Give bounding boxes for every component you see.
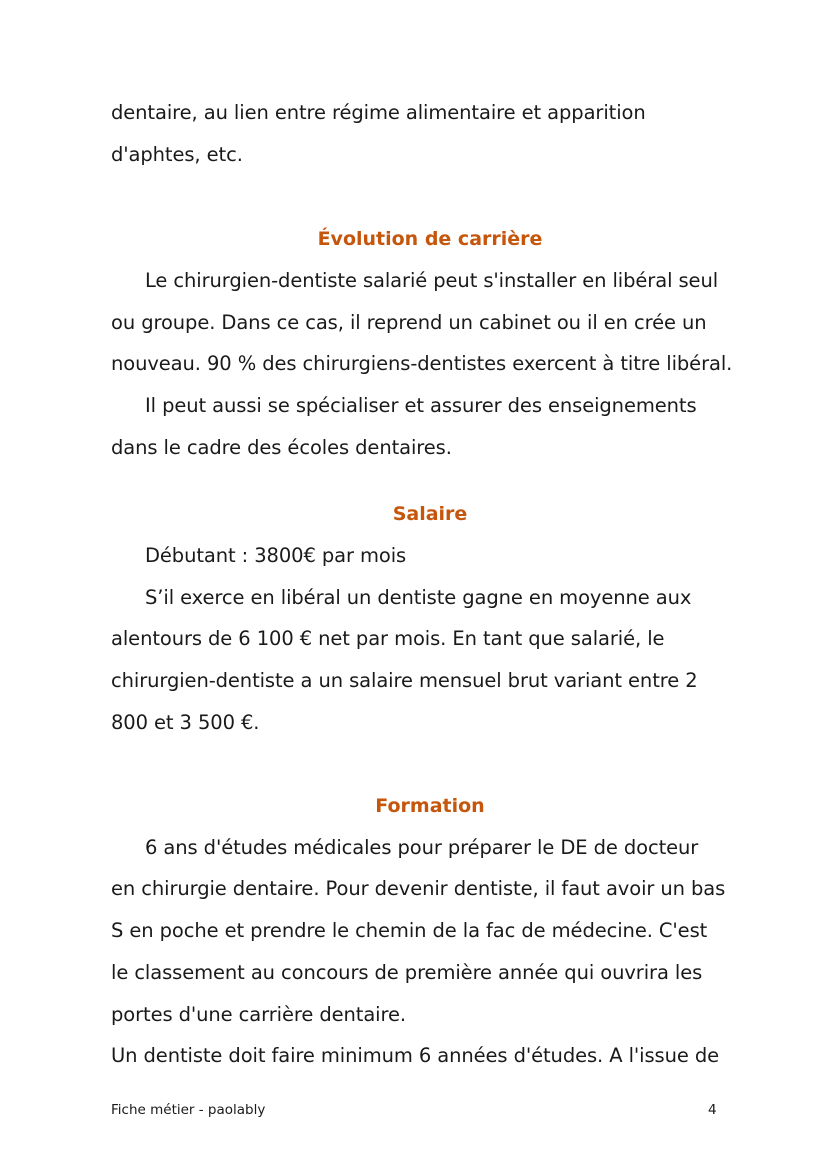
intro-line: d'aphtes, etc. — [111, 143, 243, 166]
section-heading-formation: Formation — [375, 795, 485, 817]
paragraph-line: dans le cadre des écoles dentaires. — [111, 436, 452, 459]
paragraph-line: S’il exerce en libéral un dentiste gagne en moyenne aux — [145, 586, 692, 609]
paragraph-line: 6 ans d'études médicales pour préparer le DE de docteur — [145, 836, 699, 859]
paragraph-line: ou groupe. Dans ce cas, il reprend un cabinet ou il en crée un — [111, 311, 707, 334]
paragraph-line: Débutant : 3800€ par mois — [145, 544, 407, 567]
paragraph-line: en chirurgie dentaire. Pour devenir dentiste, il faut avoir un bas — [111, 877, 726, 900]
paragraph-line: Le chirurgien-dentiste salarié peut s'installer en libéral seul — [145, 269, 719, 292]
intro-line: dentaire, au lien entre régime alimentaire et apparition — [111, 101, 646, 124]
paragraph-line: 800 et 3 500 €. — [111, 711, 260, 734]
paragraph-line: alentours de 6 100 € net par mois. En tant que salarié, le — [111, 627, 665, 650]
page-number: 4 — [708, 1102, 717, 1118]
paragraph-line: nouveau. 90 % des chirurgiens-dentistes exercent à titre libéral. — [111, 352, 733, 375]
paragraph-line: chirurgien-dentiste a un salaire mensuel brut variant entre 2 — [111, 669, 698, 692]
paragraph-line: le classement au concours de première année qui ouvrira les — [111, 961, 703, 984]
paragraph-line: Un dentiste doit faire minimum 6 années d'études. A l'issue de — [111, 1044, 720, 1067]
paragraph-line: portes d'une carrière dentaire. — [111, 1003, 406, 1026]
paragraph-line: Il peut aussi se spécialiser et assurer des enseignements — [145, 394, 697, 417]
footer-label: Fiche métier - paolably — [111, 1102, 266, 1118]
section-heading-salaire: Salaire — [392, 503, 468, 525]
section-heading-evolution: Évolution de carrière — [317, 228, 543, 250]
paragraph-line: S en poche et prendre le chemin de la fac de médecine. C'est — [111, 919, 708, 942]
